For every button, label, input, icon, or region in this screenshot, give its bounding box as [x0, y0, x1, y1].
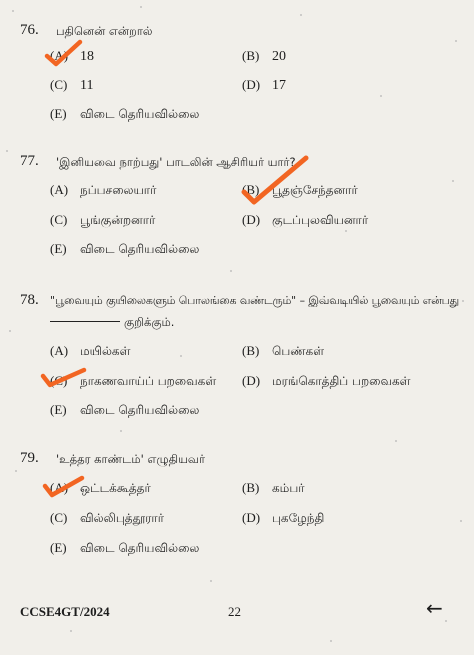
option-value: மயில்கள் — [80, 344, 131, 358]
option-label: (D) — [242, 510, 261, 525]
option-value: 18 — [80, 49, 94, 64]
option-label: (A) — [50, 343, 69, 358]
question-78-option-e[interactable] — [50, 402, 199, 419]
option-label: (E) — [50, 106, 67, 121]
option-value: குடப்புலவியனார் — [272, 213, 369, 227]
question-78-option-d[interactable] — [242, 373, 411, 390]
option-value: 20 — [272, 49, 286, 64]
option-label: (D) — [242, 212, 261, 227]
option-value: 11 — [80, 78, 94, 93]
exam-code: CCSE4GT/2024 — [20, 604, 110, 619]
option-label: (B) — [242, 480, 260, 495]
question-77-text: 'இனியவை நாற்பது' பாடலின் ஆசிரியர் யார்? — [56, 155, 296, 169]
question-78-option-a[interactable] — [50, 343, 130, 360]
option-label: (C) — [50, 212, 68, 227]
option-value: மரங்கொத்திப் பறவைகள் — [272, 374, 411, 388]
question-79-option-b[interactable] — [242, 480, 305, 497]
option-label: (B) — [242, 48, 260, 63]
option-value: ஒட்டக்கூத்தர் — [80, 481, 151, 495]
question-77-number: 77. — [20, 153, 39, 169]
question-79-number: 79. — [20, 450, 39, 466]
option-value: கம்பர் — [272, 481, 305, 495]
question-79-option-c[interactable] — [50, 510, 164, 527]
option-value: நப்பசலையார் — [80, 183, 157, 197]
check-mark-icon — [44, 38, 84, 68]
question-79-option-e[interactable] — [50, 540, 199, 557]
option-value: புகழேந்தி — [272, 511, 325, 525]
check-mark-icon — [42, 474, 86, 500]
question-77-option-d[interactable] — [242, 212, 368, 229]
option-value: விடை தெரியவில்லை — [80, 403, 200, 417]
option-label: (C) — [50, 510, 68, 525]
option-label: (C) — [50, 77, 68, 92]
option-value: வில்லிபுத்தூரார் — [80, 511, 164, 525]
option-label: (B) — [242, 182, 260, 197]
question-76-option-c[interactable] — [50, 77, 93, 94]
question-78-option-b[interactable] — [242, 343, 324, 360]
question-77-option-a[interactable] — [50, 182, 156, 199]
option-value: பூதஞ்சேந்தனார் — [272, 183, 358, 197]
option-label: (A) — [50, 480, 69, 495]
option-value: 17 — [272, 78, 286, 93]
check-mark-icon — [240, 150, 312, 206]
question-79-option-d[interactable] — [242, 510, 324, 527]
question-77-option-c[interactable] — [50, 212, 155, 229]
question-76-number: 76. — [20, 22, 39, 38]
left-arrow-icon: ← — [426, 596, 443, 620]
option-label: (A) — [50, 182, 69, 197]
option-value: விடை தெரியவில்லை — [80, 541, 200, 555]
option-value: விடை தெரியவில்லை — [80, 242, 200, 256]
option-value: பூங்குன்றனார் — [80, 213, 156, 227]
option-label: (D) — [242, 77, 261, 92]
option-label: (A) — [50, 48, 69, 63]
answer-blank-line — [50, 321, 120, 322]
option-label: (B) — [242, 343, 260, 358]
option-value: விடை தெரியவில்லை — [80, 107, 200, 121]
question-76-text: பதினென் என்றால் — [56, 24, 153, 38]
question-77-option-e[interactable] — [50, 241, 199, 258]
question-78-text: "பூவையும் குயிலைகளும் பொலங்கை வண்டரும்" – இவ்வடியில் பூவையும் என்பது — [50, 294, 460, 307]
question-78-number: 78. — [20, 292, 39, 308]
option-label: (E) — [50, 540, 67, 555]
question-76-option-e[interactable] — [50, 106, 199, 123]
option-label: (E) — [50, 402, 67, 417]
option-label: (C) — [50, 373, 68, 388]
option-label: (D) — [242, 373, 261, 388]
option-label: (E) — [50, 241, 67, 256]
page-number: 22 — [228, 604, 241, 619]
question-76-option-d[interactable] — [242, 77, 286, 94]
question-76-option-b[interactable] — [242, 48, 286, 65]
check-mark-icon — [40, 366, 88, 390]
question-78-text-line2: குறிக்கும். — [124, 315, 175, 329]
question-79-text: 'உத்தர காண்டம்' எழுதியவர் — [56, 452, 205, 466]
option-value: நாகணவாய்ப் பறவைகள் — [80, 374, 217, 388]
option-value: பெண்கள் — [272, 344, 325, 358]
